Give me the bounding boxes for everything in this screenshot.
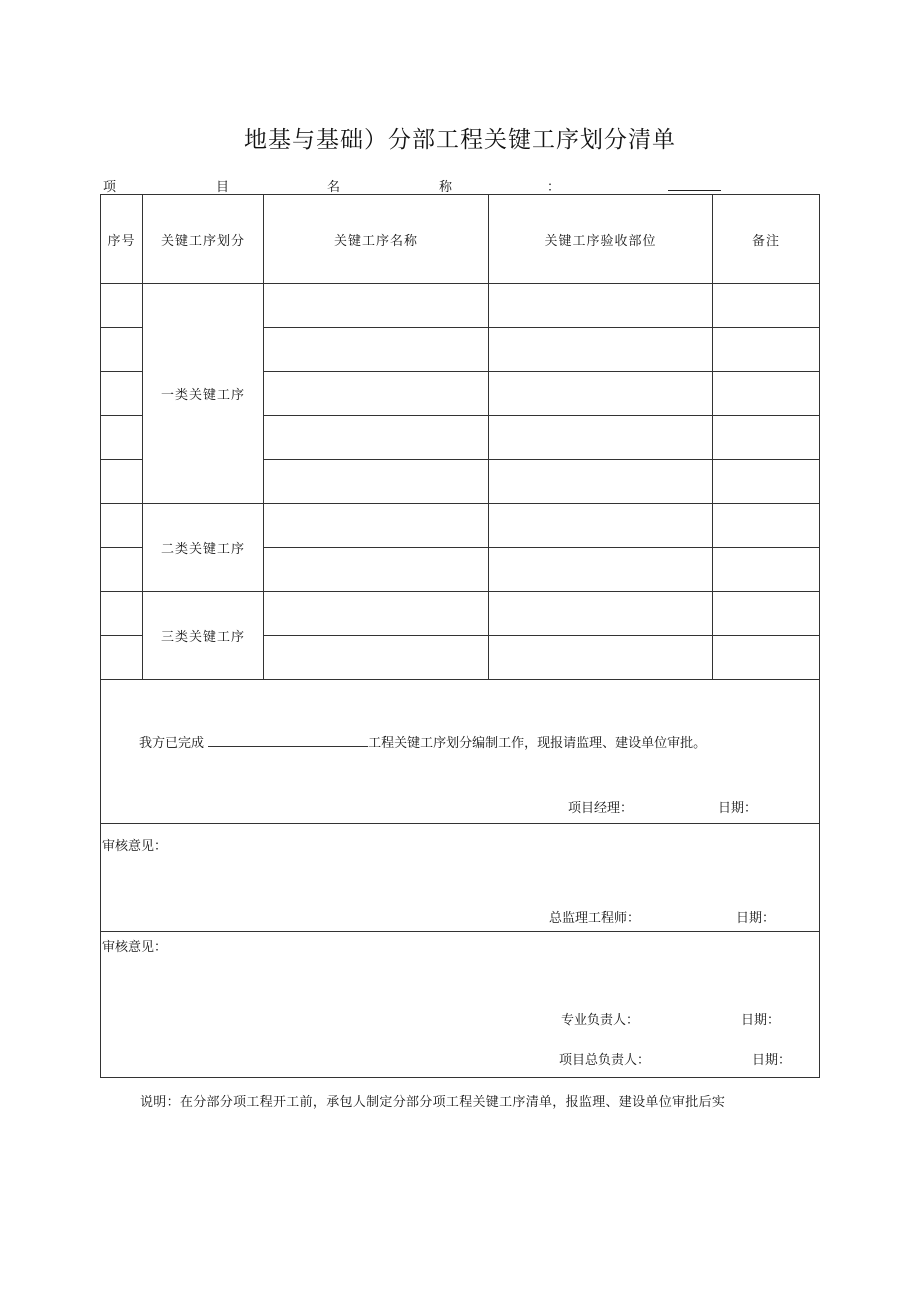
location-cell[interactable] [489,548,713,592]
seq-cell[interactable] [101,460,143,504]
statement-suffix: 工程关键工序划分编制工作，现报请监理、建设单位审批。 [368,736,707,751]
remarks-cell[interactable] [713,460,820,504]
table-row [101,592,820,636]
remarks-cell[interactable] [713,284,820,328]
chief-engineer-label: 总监理工程师： [549,911,641,926]
table-row [101,284,820,328]
project-name-label-char: 项 [103,180,117,195]
location-cell[interactable] [489,416,713,460]
header-division: 关键工序划分 [143,195,264,284]
name-cell[interactable] [264,636,489,680]
name-cell[interactable] [264,592,489,636]
statement-prefix: 我方已完成 [139,736,205,751]
seq-cell[interactable] [101,548,143,592]
project-name-label-char: 称 [439,180,453,195]
chief-engineer-date-label: 日期： [736,911,776,926]
project-name-label-char: 目 [216,180,230,195]
statement-row [101,680,820,824]
review1-row [101,824,820,932]
project-name-label-char: 名 [327,180,341,195]
remarks-cell[interactable] [713,636,820,680]
location-cell[interactable] [489,592,713,636]
category-first: 一类关键工序 [143,284,264,504]
remarks-cell[interactable] [713,548,820,592]
name-cell[interactable] [264,328,489,372]
name-cell[interactable] [264,504,489,548]
name-cell[interactable] [264,284,489,328]
review1-label: 审核意见： [102,839,168,854]
specialty-lead-label: 专业负责人： [561,1013,640,1028]
statement-text [139,732,706,751]
process-list-table [100,194,820,1078]
review2-block[interactable] [101,932,820,1078]
seq-cell[interactable] [101,592,143,636]
seq-cell[interactable] [101,372,143,416]
location-cell[interactable] [489,504,713,548]
location-cell[interactable] [489,284,713,328]
project-blank[interactable] [208,733,368,747]
header-seq: 序号 [101,195,143,284]
review1-block[interactable] [101,824,820,932]
category-second: 二类关键工序 [143,504,264,592]
project-name-blank[interactable] [668,190,721,191]
remarks-cell[interactable] [713,504,820,548]
project-name-colon: ： [547,180,561,195]
seq-cell[interactable] [101,416,143,460]
project-director-label: 项目总负责人： [559,1053,651,1068]
table-row [101,504,820,548]
remarks-cell[interactable] [713,328,820,372]
remarks-cell[interactable] [713,592,820,636]
review2-label: 审核意见： [102,940,168,955]
manager-label: 项目经理： [568,801,634,816]
seq-cell[interactable] [101,504,143,548]
location-cell[interactable] [489,328,713,372]
table-header-row [101,195,820,284]
header-location: 关键工序验收部位 [489,195,713,284]
location-cell[interactable] [489,460,713,504]
header-remarks: 备注 [713,195,820,284]
page-title: 地基与基础）分部工程关键工序划分清单 [244,127,676,153]
project-director-date-label: 日期： [752,1053,792,1068]
header-name: 关键工序名称 [264,195,489,284]
seq-cell[interactable] [101,636,143,680]
category-third: 三类关键工序 [143,592,264,680]
remarks-cell[interactable] [713,416,820,460]
manager-date-label: 日期： [718,801,758,816]
location-cell[interactable] [489,636,713,680]
footnote: 说明：在分部分项工程开工前，承包人制定分部分项工程关键工序清单，报监理、建设单位审批后实 [140,1095,726,1110]
review2-row [101,932,820,1078]
seq-cell[interactable] [101,328,143,372]
seq-cell[interactable] [101,284,143,328]
remarks-cell[interactable] [713,372,820,416]
name-cell[interactable] [264,460,489,504]
statement-block [101,680,820,824]
name-cell[interactable] [264,372,489,416]
name-cell[interactable] [264,548,489,592]
specialty-lead-date-label: 日期： [741,1013,781,1028]
name-cell[interactable] [264,416,489,460]
location-cell[interactable] [489,372,713,416]
